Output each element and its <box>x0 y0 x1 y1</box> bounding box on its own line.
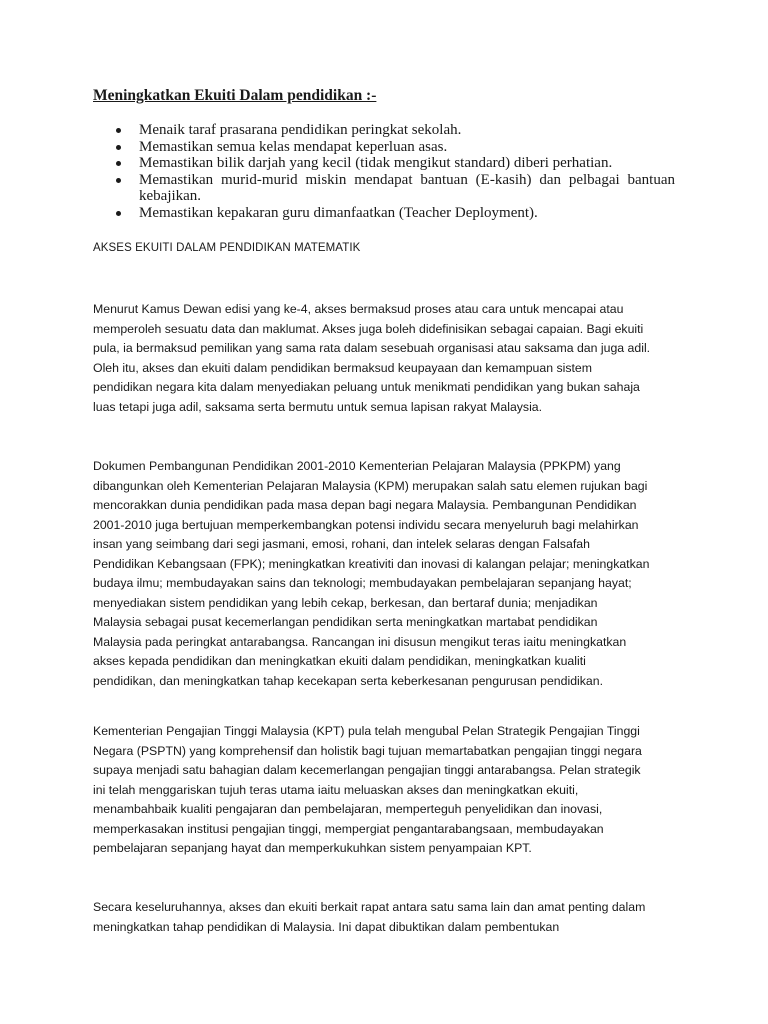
section-title: AKSES EKUITI DALAM PENDIDIKAN MATEMATIK <box>93 242 361 254</box>
list-item <box>93 155 675 172</box>
paragraph-line: ini telah menggariskan tujuh teras utama iaitu meluaskan akses dan meningkatkan ekuiti, <box>93 782 579 797</box>
paragraph-line: memperkasakan institusi pengajian tinggi, mempergiat pengantarabangsaan, membudayakan <box>93 821 604 836</box>
paragraph-conclusion <box>93 898 677 937</box>
bullet-icon <box>116 128 121 133</box>
paragraph-line: luas tetapi juga adil, saksama serta bermutu untuk semua lapisan rakyat Malaysia. <box>93 399 543 414</box>
paragraph-definition <box>93 300 677 417</box>
bullet-list <box>93 122 675 222</box>
paragraph-line: Dokumen Pembangunan Pendidikan 2001-2010 Kementerian Pelajaran Malaysia (PPKPM) yang <box>93 459 621 473</box>
paragraph-line: pula, ia bermaksud pemilikan yang sama rata dalam sesebuah organisasi atau saksama dan juga adil. <box>93 341 651 355</box>
paragraph-line: Secara keseluruhannya, akses dan ekuiti berkait rapat antara satu sama lain dan amat penting dalam <box>93 900 646 914</box>
list-item <box>93 172 675 205</box>
bullet-icon <box>116 161 121 166</box>
paragraph-line: meningkatkan tahap pendidikan di Malaysia. Ini dapat dibuktikan dalam pembentukan <box>93 919 560 934</box>
paragraph-kpt <box>93 722 677 859</box>
paragraph-line: insan yang seimbang dari segi jasmani, emosi, rohani, dan intelek selaras dengan Falsafah <box>93 537 590 551</box>
paragraph-line: pendidikan negara kita dalam menyediakan peluang untuk menikmati pendidikan yang bukan sahaja <box>93 380 640 394</box>
paragraph-line: akses kepada pendidikan dan meningkatkan ekuiti dalam pendidikan, meningkatkan kualiti <box>93 654 586 668</box>
paragraph-line: pembelajaran sepanjang hayat dan memperkukuhkan sistem penyampaian KPT. <box>93 841 532 855</box>
list-item <box>93 139 675 156</box>
paragraph-line: Kementerian Pengajian Tinggi Malaysia (KPT) pula telah mengubal Pelan Strategik Pengajian Tinggi <box>93 724 640 738</box>
page-heading: Meningkatkan Ekuiti Dalam pendidikan :- <box>93 87 377 104</box>
paragraph-line: Malaysia pada peringkat antarabangsa. Rancangan ini disusun mengikut teras iaitu meningkatkan <box>93 634 627 649</box>
bullet-icon <box>116 211 121 216</box>
paragraph-line: supaya menjadi satu bahagian dalam kecemerlangan pengajian tinggi antarabangsa. Pelan strategik <box>93 763 641 777</box>
list-item-text: Memastikan semua kelas mendapat keperluan asas. <box>139 138 448 155</box>
paragraph-line: menambahbaik kualiti pengajaran dan pembelajaran, memperteguh penyelidikan dan inovasi, <box>93 802 603 816</box>
paragraph-line: 2001-2010 juga bertujuan memperkembangkan potensi individu secara menyeluruh bagi melahirkan <box>93 517 639 532</box>
paragraph-line: mencorakkan dunia pendidikan pada masa depan bagi negara Malaysia. Pembangunan Pendidikan <box>93 498 637 512</box>
paragraph-line: menyediakan sistem pendidikan yang lebih cekap, berkesan, dan bertaraf dunia; menjadikan <box>93 595 598 610</box>
list-item <box>93 205 675 222</box>
paragraph-ppkpm <box>93 457 677 691</box>
bullet-icon <box>116 178 121 183</box>
paragraph-line: memperoleh sesuatu data dan maklumat. Akses juga boleh didefinisikan sebagai capaian. Bagi ekuiti <box>93 321 644 336</box>
list-item-text: Memastikan bilik darjah yang kecil (tidak mengikut standard) diberi perhatian. <box>139 155 613 172</box>
list-item <box>93 122 675 139</box>
paragraph-line: budaya ilmu; membudayakan sains dan teknologi; membudayakan pembelajaran sepanjang hayat; <box>93 576 632 590</box>
paragraph-line: pendidikan, dan meningkatkan tahap kecekapan serta keberkesanan pengurusan pendidikan. <box>93 673 604 688</box>
paragraph-line: Oleh itu, akses dan ekuiti dalam pendidikan bermaksud keupayaan dan kemampuan sistem <box>93 360 592 375</box>
paragraph-line: Malaysia sebagai pusat kecemerlangan pendidikan serta meningkatkan martabat pendidikan <box>93 615 598 629</box>
paragraph-line: Negara (PSPTN) yang komprehensif dan holistik bagi tujuan memartabatkan pengajian tinggi negara <box>93 743 642 758</box>
paragraph-line: Menurut Kamus Dewan edisi yang ke-4, akses bermaksud proses atau cara untuk mencapai atau <box>93 302 624 316</box>
paragraph-line: Pendidikan Kebangsaan (FPK); meningkatkan kreativiti dan inovasi di kalangan pelajar; meningkatkan <box>93 556 650 571</box>
list-item-text: Memastikan kepakaran guru dimanfaatkan (Teacher Deployment). <box>139 204 538 221</box>
paragraph-line: dibangunkan oleh Kementerian Pelajaran Malaysia (KPM) merupakan salah satu elemen rujukan bagi <box>93 478 648 493</box>
list-item-text: Menaik taraf prasarana pendidikan peringkat sekolah. <box>139 122 462 138</box>
list-item-text: Memastikan murid-murid miskin mendapat bantuan (E-kasih) dan pelbagai bantuan kebajikan. <box>139 171 675 205</box>
bullet-icon <box>116 145 121 150</box>
